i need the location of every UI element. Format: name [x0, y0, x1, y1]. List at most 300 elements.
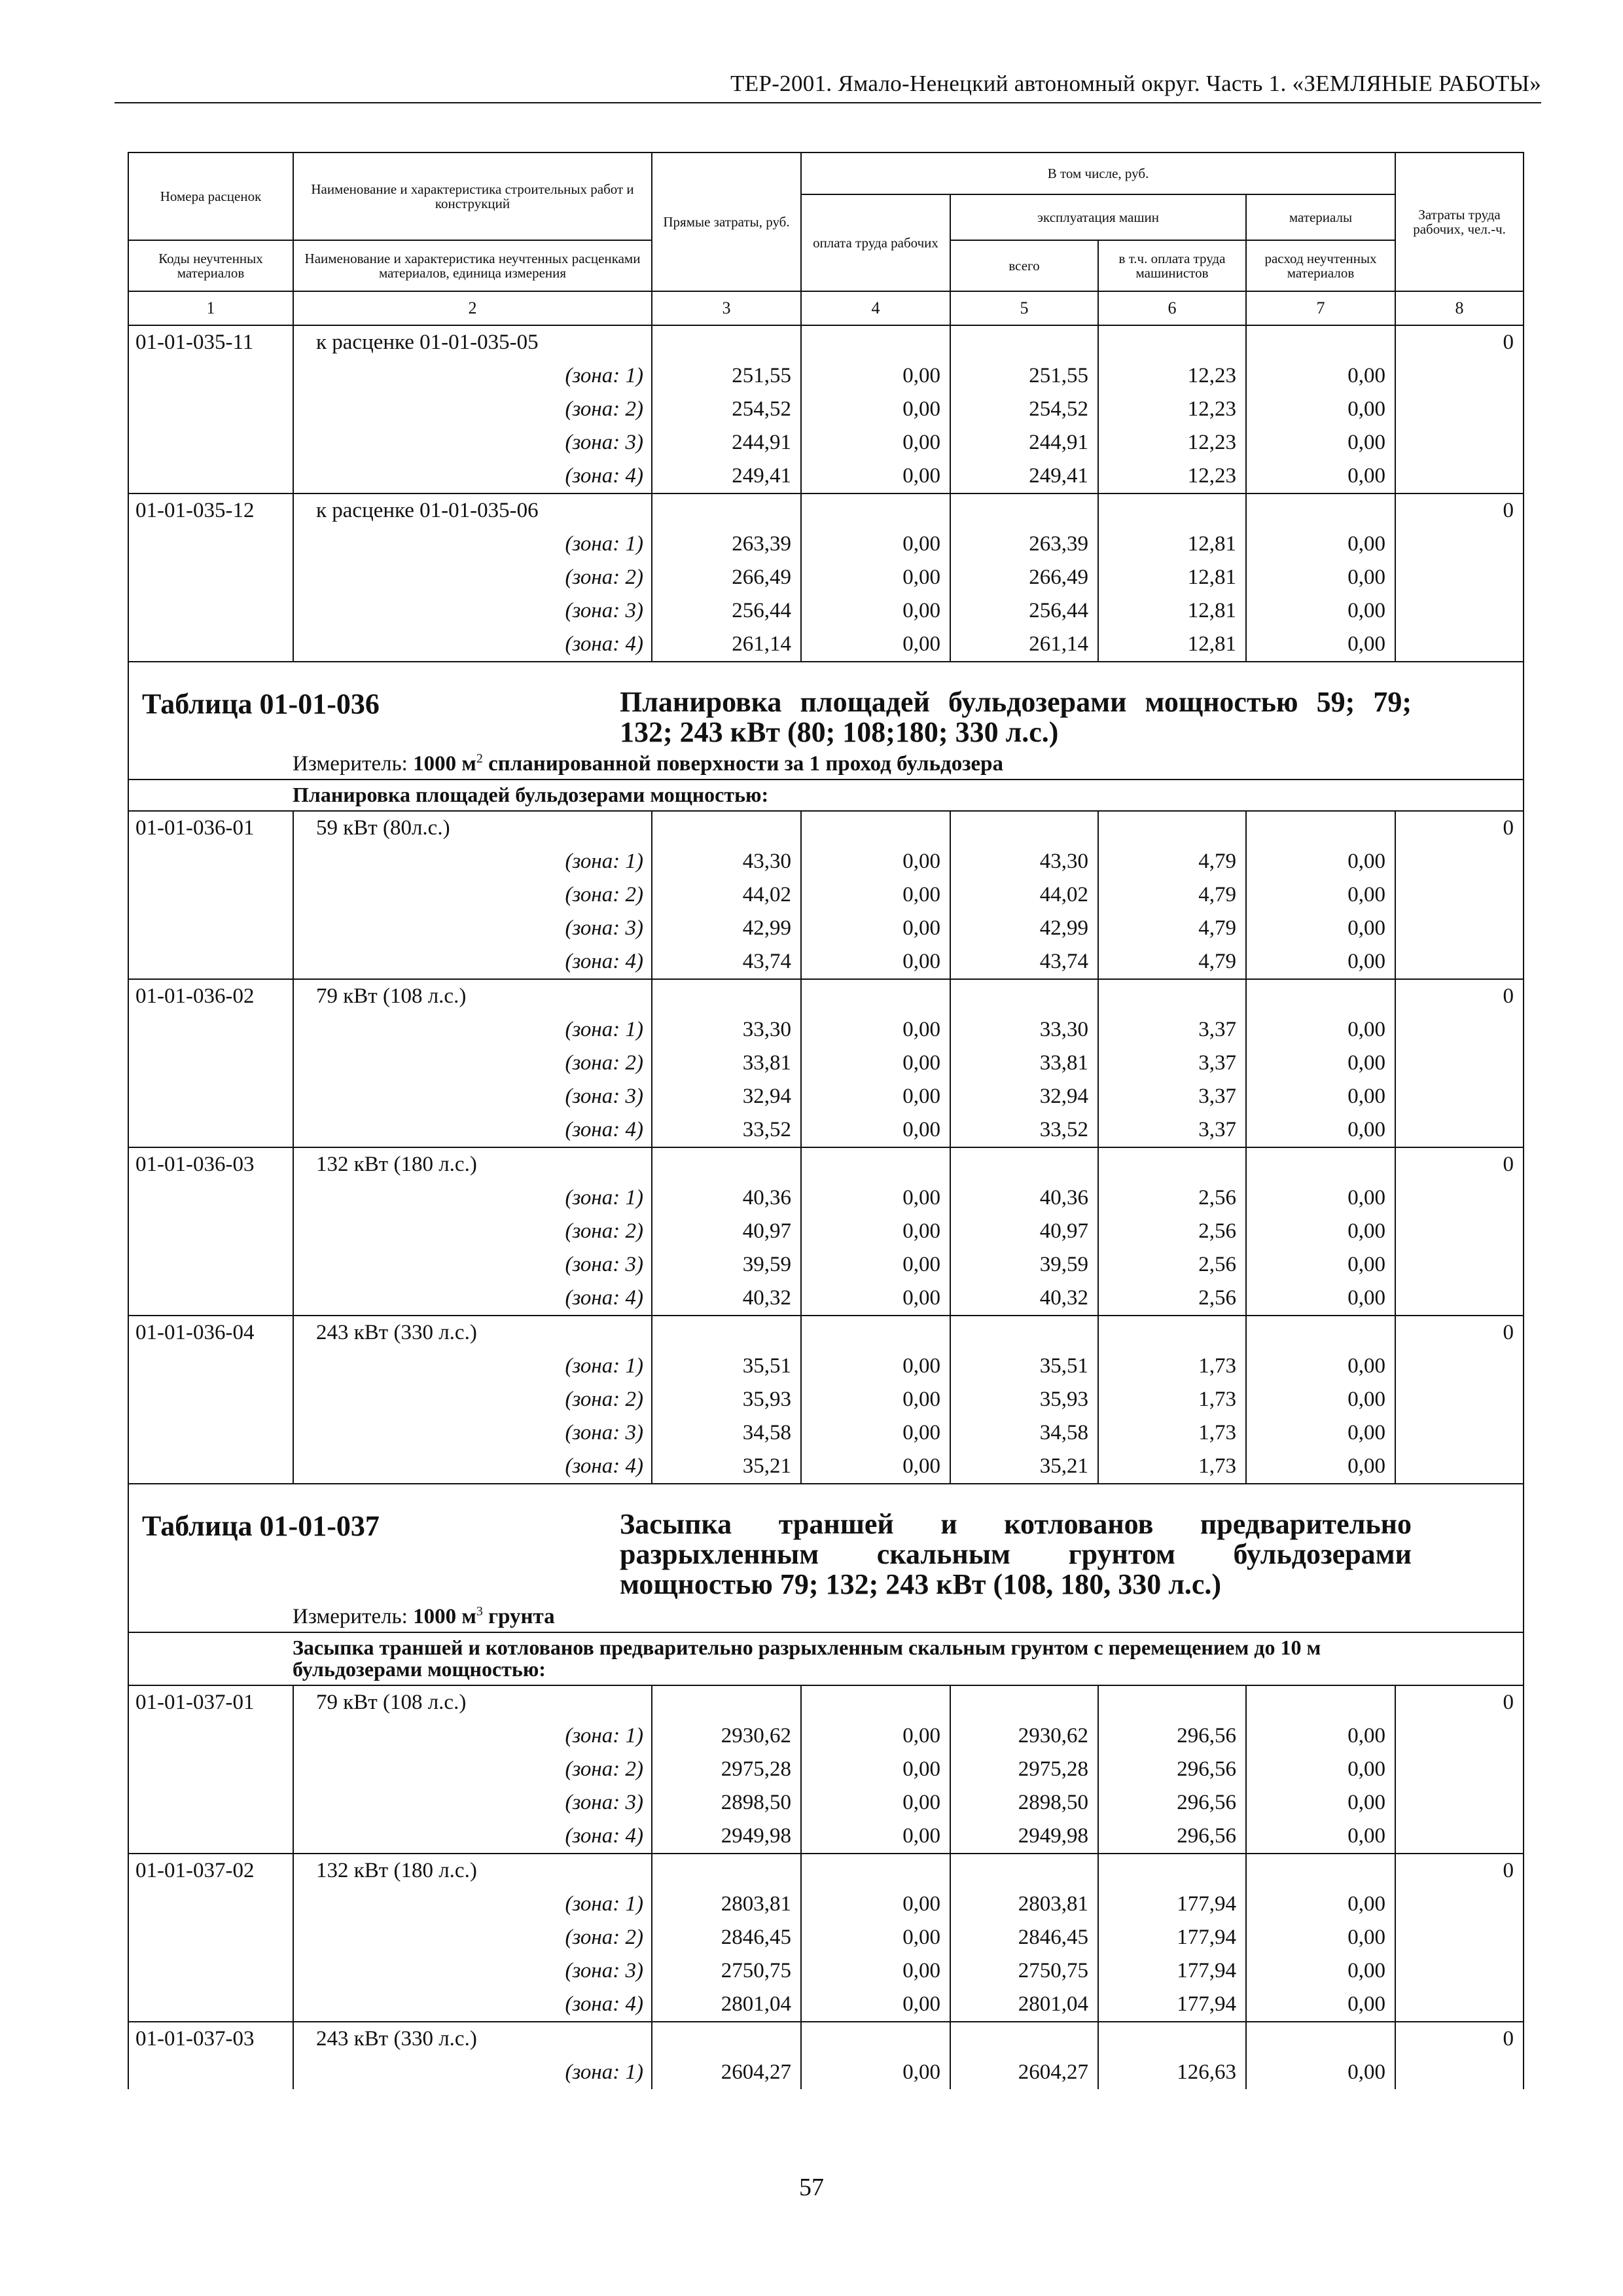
machine-total: 32,94 [950, 1080, 1098, 1113]
zone-row [128, 1450, 1524, 1484]
rate-name: 132 кВт (180 л.с.) [293, 1854, 652, 1888]
labor-cost: 0 [1395, 811, 1524, 845]
machine-total: 251,55 [950, 359, 1098, 393]
zone-row [128, 1416, 1524, 1450]
direct-cost: 256,44 [652, 594, 801, 628]
table-title-row [128, 662, 1524, 780]
zone-row [128, 1047, 1524, 1080]
empty-cell [801, 1854, 950, 1888]
machine-total: 43,30 [950, 845, 1098, 878]
material-cost: 0,00 [1246, 1383, 1395, 1416]
direct-cost: 35,21 [652, 1450, 801, 1484]
zone-row [128, 1013, 1524, 1047]
empty-cell [1098, 325, 1246, 359]
zone-row [128, 459, 1524, 493]
empty-cell [1395, 878, 1524, 912]
column-number: 3 [652, 291, 801, 325]
material-cost: 0,00 [1246, 628, 1395, 662]
column-number: 6 [1098, 291, 1246, 325]
machine-total: 2949,98 [950, 1820, 1098, 1854]
empty-cell [128, 1988, 293, 2022]
empty-cell [950, 325, 1098, 359]
material-cost: 0,00 [1246, 359, 1395, 393]
direct-cost: 34,58 [652, 1416, 801, 1450]
labor-cost: 0 [1395, 1316, 1524, 1350]
empty-cell [1395, 594, 1524, 628]
empty-cell [128, 1013, 293, 1047]
zone-row [128, 594, 1524, 628]
material-cost: 0,00 [1246, 1450, 1395, 1484]
rate-name: к расценке 01-01-035-06 [293, 493, 652, 528]
direct-cost: 2930,62 [652, 1719, 801, 1753]
rate-row [128, 493, 1524, 528]
rate-name: 79 кВт (108 л.с.) [293, 979, 652, 1013]
empty-cell [1246, 1147, 1395, 1181]
operator-pay: 12,81 [1098, 628, 1246, 662]
operator-pay: 177,94 [1098, 1921, 1246, 1954]
worker-pay: 0,00 [801, 459, 950, 493]
direct-cost: 266,49 [652, 561, 801, 594]
measure-sup: 3 [476, 1604, 483, 1619]
direct-cost: 40,36 [652, 1181, 801, 1215]
operator-pay: 177,94 [1098, 1888, 1246, 1921]
worker-pay: 0,00 [801, 1416, 950, 1450]
operator-pay: 3,37 [1098, 1080, 1246, 1113]
section-heading: Засыпка траншей и котлованов предварительно разрыхленным скальным грунтом с перемещением до 10 м бульдозерами мощностью: [128, 1632, 1524, 1685]
rate-name: к расценке 01-01-035-05 [293, 325, 652, 359]
worker-pay: 0,00 [801, 878, 950, 912]
operator-pay: 2,56 [1098, 1181, 1246, 1215]
zone-row [128, 1350, 1524, 1383]
table-caption: Планировка площадей бульдозерами мощностью 59; 79; 132; 243 кВт (80; 108;180; 330 л.с.) [620, 686, 1412, 749]
empty-cell [652, 1147, 801, 1181]
zone-label: (зона: 1) [293, 1719, 652, 1753]
empty-cell [1395, 1383, 1524, 1416]
empty-cell [128, 878, 293, 912]
machine-total: 35,51 [950, 1350, 1098, 1383]
page-number: 57 [799, 2174, 824, 2201]
material-cost: 0,00 [1246, 1047, 1395, 1080]
empty-cell [1395, 945, 1524, 979]
empty-cell [1098, 2022, 1246, 2056]
empty-cell [128, 1282, 293, 1316]
rate-code: 01-01-035-12 [128, 493, 293, 528]
empty-cell [1395, 1080, 1524, 1113]
rate-code: 01-01-037-02 [128, 1854, 293, 1888]
col-header-worker-pay: оплата труда рабочих [801, 194, 950, 291]
empty-cell [1098, 1316, 1246, 1350]
empty-cell [1098, 493, 1246, 528]
empty-cell [128, 1921, 293, 1954]
rate-row [128, 1147, 1524, 1181]
empty-cell [128, 561, 293, 594]
section-row [128, 1632, 1524, 1685]
labor-cost: 0 [1395, 1854, 1524, 1888]
material-cost: 0,00 [1246, 594, 1395, 628]
column-number: 8 [1395, 291, 1524, 325]
rate-name: 59 кВт (80л.с.) [293, 811, 652, 845]
rate-code: 01-01-036-03 [128, 1147, 293, 1181]
empty-cell [1395, 1215, 1524, 1248]
empty-cell [128, 945, 293, 979]
empty-cell [1395, 1450, 1524, 1484]
empty-cell [128, 2056, 293, 2089]
zone-label: (зона: 1) [293, 1350, 652, 1383]
material-cost: 0,00 [1246, 1988, 1395, 2022]
worker-pay: 0,00 [801, 1181, 950, 1215]
material-cost: 0,00 [1246, 1753, 1395, 1786]
direct-cost: 254,52 [652, 393, 801, 426]
empty-cell [1395, 1786, 1524, 1820]
machine-total: 249,41 [950, 459, 1098, 493]
empty-cell [1246, 1316, 1395, 1350]
zone-label: (зона: 2) [293, 561, 652, 594]
machine-total: 254,52 [950, 393, 1098, 426]
material-cost: 0,00 [1246, 1181, 1395, 1215]
worker-pay: 0,00 [801, 1282, 950, 1316]
col-header-operator-pay: в т.ч. оплата труда машинистов [1098, 240, 1246, 291]
column-number: 5 [950, 291, 1098, 325]
empty-cell [1395, 1753, 1524, 1786]
zone-label: (зона: 3) [293, 1248, 652, 1282]
zone-label: (зона: 3) [293, 594, 652, 628]
direct-cost: 261,14 [652, 628, 801, 662]
material-cost: 0,00 [1246, 1113, 1395, 1147]
direct-cost: 32,94 [652, 1080, 801, 1113]
empty-cell [1395, 1181, 1524, 1215]
direct-cost: 40,32 [652, 1282, 801, 1316]
material-cost: 0,00 [1246, 1820, 1395, 1854]
zone-label: (зона: 4) [293, 459, 652, 493]
worker-pay: 0,00 [801, 1888, 950, 1921]
worker-pay: 0,00 [801, 1047, 950, 1080]
empty-cell [1395, 1820, 1524, 1854]
table-caption: Засыпка траншей и котлованов предварительно разрыхленным скальным грунтом бульдозерами мощностью 79; 132; 243 кВт (108, 180, 330 л.с.) [620, 1507, 1412, 1601]
zone-row [128, 1215, 1524, 1248]
zone-row [128, 528, 1524, 561]
empty-cell [801, 1685, 950, 1719]
zone-label: (зона: 4) [293, 1450, 652, 1484]
operator-pay: 1,73 [1098, 1383, 1246, 1416]
empty-cell [1246, 493, 1395, 528]
rate-name: 243 кВт (330 л.с.) [293, 2022, 652, 2056]
rate-row [128, 1854, 1524, 1888]
zone-row [128, 945, 1524, 979]
zone-row [128, 1383, 1524, 1416]
zone-row [128, 1113, 1524, 1147]
empty-cell [1246, 325, 1395, 359]
operator-pay: 4,79 [1098, 845, 1246, 878]
direct-cost: 244,91 [652, 426, 801, 459]
direct-cost: 251,55 [652, 359, 801, 393]
direct-cost: 35,93 [652, 1383, 801, 1416]
empty-cell [950, 1854, 1098, 1888]
empty-cell [128, 359, 293, 393]
machine-total: 2846,45 [950, 1921, 1098, 1954]
empty-cell [128, 1181, 293, 1215]
empty-cell [1395, 1416, 1524, 1450]
operator-pay: 4,79 [1098, 878, 1246, 912]
labor-cost: 0 [1395, 2022, 1524, 2056]
measure-value: 1000 м [413, 752, 476, 776]
rate-row [128, 1685, 1524, 1719]
machine-total: 40,36 [950, 1181, 1098, 1215]
empty-cell [128, 1820, 293, 1854]
rate-code: 01-01-036-04 [128, 1316, 293, 1350]
operator-pay: 12,23 [1098, 459, 1246, 493]
section-row [128, 780, 1524, 811]
empty-cell [128, 1047, 293, 1080]
worker-pay: 0,00 [801, 1988, 950, 2022]
col-header-direct-costs: Прямые затраты, руб. [652, 152, 801, 291]
empty-cell [1098, 1147, 1246, 1181]
direct-cost: 33,81 [652, 1047, 801, 1080]
direct-cost: 39,59 [652, 1248, 801, 1282]
zone-row [128, 1719, 1524, 1753]
empty-cell [1395, 912, 1524, 945]
material-cost: 0,00 [1246, 1954, 1395, 1988]
column-number: 7 [1246, 291, 1395, 325]
machine-total: 33,52 [950, 1113, 1098, 1147]
machine-total: 44,02 [950, 878, 1098, 912]
table-label: Таблица 01-01-036 [142, 688, 380, 720]
direct-cost: 33,30 [652, 1013, 801, 1047]
machine-total: 34,58 [950, 1416, 1098, 1450]
col-header-machine-operation: эксплуатация машин [950, 194, 1246, 240]
worker-pay: 0,00 [801, 1719, 950, 1753]
empty-cell [652, 811, 801, 845]
zone-row [128, 1248, 1524, 1282]
zone-row [128, 1820, 1524, 1854]
empty-cell [128, 1719, 293, 1753]
zone-row [128, 1753, 1524, 1786]
operator-pay: 296,56 [1098, 1820, 1246, 1854]
empty-cell [128, 1753, 293, 1786]
zone-label: (зона: 4) [293, 628, 652, 662]
page-header: ТЕР-2001. Ямало-Ненецкий автономный округ. Часть 1. «ЗЕМЛЯНЫЕ РАБОТЫ» [115, 71, 1541, 103]
machine-total: 2803,81 [950, 1888, 1098, 1921]
empty-cell [652, 1685, 801, 1719]
empty-cell [128, 1215, 293, 1248]
rate-row [128, 325, 1524, 359]
operator-pay: 12,23 [1098, 426, 1246, 459]
material-cost: 0,00 [1246, 459, 1395, 493]
measure-sup: 2 [476, 751, 483, 766]
zone-row [128, 1988, 1524, 2022]
worker-pay: 0,00 [801, 528, 950, 561]
empty-cell [128, 1786, 293, 1820]
empty-cell [128, 1450, 293, 1484]
machine-total: 40,97 [950, 1215, 1098, 1248]
machine-total: 42,99 [950, 912, 1098, 945]
empty-cell [652, 325, 801, 359]
empty-cell [1395, 393, 1524, 426]
empty-cell [950, 1685, 1098, 1719]
empty-cell [128, 426, 293, 459]
machine-total: 2975,28 [950, 1753, 1098, 1786]
empty-cell [652, 979, 801, 1013]
empty-cell [1395, 528, 1524, 561]
operator-pay: 12,23 [1098, 393, 1246, 426]
col-header-rate-number: Номера расценок [128, 152, 293, 240]
empty-cell [652, 1854, 801, 1888]
operator-pay: 296,56 [1098, 1786, 1246, 1820]
worker-pay: 0,00 [801, 1013, 950, 1047]
direct-cost: 2803,81 [652, 1888, 801, 1921]
rate-code: 01-01-035-11 [128, 325, 293, 359]
empty-cell [128, 628, 293, 662]
machine-total: 266,49 [950, 561, 1098, 594]
empty-cell [1098, 1854, 1246, 1888]
empty-cell [128, 1383, 293, 1416]
empty-cell [1395, 1047, 1524, 1080]
machine-total: 33,30 [950, 1013, 1098, 1047]
labor-cost: 0 [1395, 493, 1524, 528]
operator-pay: 12,81 [1098, 561, 1246, 594]
operator-pay: 1,73 [1098, 1350, 1246, 1383]
material-cost: 0,00 [1246, 2056, 1395, 2089]
col-header-material-names: Наименование и характеристика неучтенных расценками материалов, единица измерения [293, 240, 652, 291]
empty-cell [128, 459, 293, 493]
zone-label: (зона: 2) [293, 1753, 652, 1786]
machine-total: 2801,04 [950, 1988, 1098, 2022]
worker-pay: 0,00 [801, 1753, 950, 1786]
zone-label: (зона: 1) [293, 1181, 652, 1215]
col-header-including: В том числе, руб. [801, 152, 1395, 194]
worker-pay: 0,00 [801, 359, 950, 393]
zone-label: (зона: 2) [293, 878, 652, 912]
zone-label: (зона: 2) [293, 1215, 652, 1248]
operator-pay: 4,79 [1098, 912, 1246, 945]
empty-cell [1395, 1113, 1524, 1147]
zone-label: (зона: 2) [293, 1047, 652, 1080]
empty-cell [128, 1350, 293, 1383]
empty-cell [950, 979, 1098, 1013]
zone-label: (зона: 2) [293, 1921, 652, 1954]
material-cost: 0,00 [1246, 1719, 1395, 1753]
machine-total: 43,74 [950, 945, 1098, 979]
machine-total: 2750,75 [950, 1954, 1098, 1988]
worker-pay: 0,00 [801, 1215, 950, 1248]
measure-suffix: спланированной поверхности за 1 проход бульдозера [482, 752, 1003, 776]
labor-cost: 0 [1395, 1685, 1524, 1719]
empty-cell [652, 1316, 801, 1350]
empty-cell [950, 2022, 1098, 2056]
measure-value: 1000 м [413, 1604, 476, 1628]
material-cost: 0,00 [1246, 561, 1395, 594]
zone-row [128, 426, 1524, 459]
empty-cell [1395, 628, 1524, 662]
direct-cost: 2949,98 [652, 1820, 801, 1854]
empty-cell [1395, 1248, 1524, 1282]
direct-cost: 2801,04 [652, 1988, 801, 2022]
operator-pay: 1,73 [1098, 1416, 1246, 1450]
zone-label: (зона: 4) [293, 1282, 652, 1316]
operator-pay: 296,56 [1098, 1753, 1246, 1786]
zone-row [128, 1888, 1524, 1921]
operator-pay: 3,37 [1098, 1047, 1246, 1080]
zone-label: (зона: 1) [293, 1013, 652, 1047]
zone-row [128, 1921, 1524, 1954]
zone-row [128, 1954, 1524, 1988]
empty-cell [1395, 1282, 1524, 1316]
col-header-machine-total: всего [950, 240, 1098, 291]
empty-cell [1395, 1350, 1524, 1383]
empty-cell [950, 811, 1098, 845]
zone-label: (зона: 2) [293, 393, 652, 426]
worker-pay: 0,00 [801, 1248, 950, 1282]
zone-row [128, 2056, 1524, 2089]
zone-row [128, 1282, 1524, 1316]
material-cost: 0,00 [1246, 1013, 1395, 1047]
empty-cell [128, 1248, 293, 1282]
material-cost: 0,00 [1246, 393, 1395, 426]
material-cost: 0,00 [1246, 912, 1395, 945]
operator-pay: 2,56 [1098, 1215, 1246, 1248]
empty-cell [128, 393, 293, 426]
machine-total: 256,44 [950, 594, 1098, 628]
labor-cost: 0 [1395, 325, 1524, 359]
measure-prefix: Измеритель: [293, 752, 414, 776]
empty-cell [1395, 1013, 1524, 1047]
table-title-cell [128, 662, 1524, 780]
rate-row [128, 2022, 1524, 2056]
direct-cost: 43,30 [652, 845, 801, 878]
zone-label: (зона: 1) [293, 2056, 652, 2089]
empty-cell [1395, 845, 1524, 878]
rate-row [128, 1316, 1524, 1350]
empty-cell [128, 1416, 293, 1450]
empty-cell [801, 325, 950, 359]
section-heading: Планировка площадей бульдозерами мощностью: [128, 780, 1524, 811]
zone-label: (зона: 1) [293, 359, 652, 393]
column-number: 4 [801, 291, 950, 325]
table-title-cell [128, 1484, 1524, 1632]
material-cost: 0,00 [1246, 528, 1395, 561]
empty-cell [801, 811, 950, 845]
machine-total: 35,93 [950, 1383, 1098, 1416]
worker-pay: 0,00 [801, 1080, 950, 1113]
zone-label: (зона: 3) [293, 912, 652, 945]
material-cost: 0,00 [1246, 1282, 1395, 1316]
machine-total: 33,81 [950, 1047, 1098, 1080]
zone-label: (зона: 4) [293, 945, 652, 979]
material-cost: 0,00 [1246, 1888, 1395, 1921]
material-cost: 0,00 [1246, 1215, 1395, 1248]
empty-cell [801, 1147, 950, 1181]
operator-pay: 126,63 [1098, 2056, 1246, 2089]
zone-label: (зона: 4) [293, 1988, 652, 2022]
direct-cost: 2750,75 [652, 1954, 801, 1988]
zone-row [128, 1181, 1524, 1215]
empty-cell [1395, 1888, 1524, 1921]
material-cost: 0,00 [1246, 1248, 1395, 1282]
measure-unit [129, 747, 1523, 779]
machine-total: 39,59 [950, 1248, 1098, 1282]
zone-row [128, 1080, 1524, 1113]
empty-cell [1395, 1988, 1524, 2022]
worker-pay: 0,00 [801, 393, 950, 426]
direct-cost: 35,51 [652, 1350, 801, 1383]
empty-cell [801, 2022, 950, 2056]
direct-cost: 249,41 [652, 459, 801, 493]
column-number-row [128, 291, 1524, 325]
material-cost: 0,00 [1246, 945, 1395, 979]
machine-total: 263,39 [950, 528, 1098, 561]
worker-pay: 0,00 [801, 945, 950, 979]
zone-row [128, 393, 1524, 426]
rate-code: 01-01-037-01 [128, 1685, 293, 1719]
